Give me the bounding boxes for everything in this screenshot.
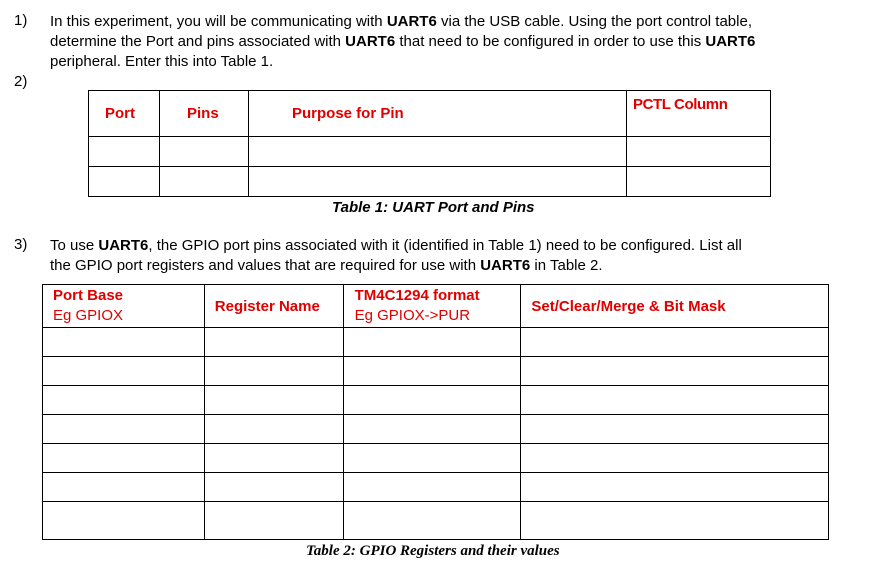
table-cell[interactable] [521, 444, 829, 473]
table-2-header-format [343, 285, 521, 328]
table-cell[interactable] [43, 502, 205, 540]
table-cell[interactable] [521, 357, 829, 386]
table-cell[interactable] [43, 357, 205, 386]
table-row [43, 444, 829, 473]
table-cell[interactable] [249, 137, 627, 167]
table-1 [88, 90, 771, 197]
table-row [89, 167, 771, 197]
table-2-header-register-name: Register Name [204, 285, 343, 328]
table-row [43, 386, 829, 415]
table-cell[interactable] [43, 386, 205, 415]
table-1-header-pins: Pins [160, 91, 249, 137]
table-cell[interactable] [343, 415, 521, 444]
table-cell[interactable] [343, 328, 521, 357]
table-row [89, 137, 771, 167]
table-row [43, 328, 829, 357]
table-2-caption: Table 2: GPIO Registers and their values [306, 543, 560, 559]
table-row [43, 502, 829, 540]
table-1-header-row [89, 91, 771, 137]
table-cell[interactable] [160, 167, 249, 197]
table-cell[interactable] [204, 444, 343, 473]
item-3-number: 3) [14, 236, 28, 253]
table-cell[interactable] [249, 167, 627, 197]
table-cell[interactable] [204, 328, 343, 357]
table-cell[interactable] [521, 328, 829, 357]
table-cell[interactable] [521, 415, 829, 444]
table-row [43, 473, 829, 502]
format-example: Eg GPIOX->PUR [354, 307, 471, 324]
table-2-header-bit-mask: Set/Clear/Merge & Bit Mask [521, 285, 829, 328]
table-cell[interactable] [521, 473, 829, 502]
table-2-header-row [43, 285, 829, 328]
table-cell[interactable] [343, 444, 521, 473]
table-2 [42, 284, 829, 540]
table-cell[interactable] [160, 137, 249, 167]
item-2-number: 2) [14, 73, 28, 90]
item-1-text [50, 12, 880, 72]
item-3-text [50, 236, 880, 276]
table-cell[interactable] [343, 357, 521, 386]
table-1-header-pctl: PCTL Column [627, 91, 771, 137]
table-1-header-port: Port [89, 91, 160, 137]
item-1-line-3: peripheral. Enter this into Table 1. [50, 53, 274, 70]
table-cell[interactable] [43, 473, 205, 502]
table-cell[interactable] [343, 473, 521, 502]
table-cell[interactable] [204, 357, 343, 386]
item-1-line-2: determine the Port and pins associated with UART6 that need to be configured in order to use this UART6 [50, 33, 756, 50]
table-cell[interactable] [521, 502, 829, 540]
table-cell[interactable] [204, 415, 343, 444]
table-cell[interactable] [627, 167, 771, 197]
port-base-example: Eg GPIOX [53, 307, 124, 324]
table-1-header-purpose: Purpose for Pin [249, 91, 627, 137]
table-row [43, 357, 829, 386]
table-cell[interactable] [43, 444, 205, 473]
format-title: TM4C1294 format [354, 287, 480, 304]
table-cell[interactable] [343, 386, 521, 415]
table-2-header-port-base [43, 285, 205, 328]
table-cell[interactable] [43, 415, 205, 444]
table-cell[interactable] [43, 328, 205, 357]
table-cell[interactable] [627, 137, 771, 167]
item-3-line-2: the GPIO port registers and values that are required for use with UART6 in Table 2. [50, 257, 603, 274]
table-cell[interactable] [521, 386, 829, 415]
item-1-number: 1) [14, 12, 28, 29]
table-cell[interactable] [204, 473, 343, 502]
table-cell[interactable] [343, 502, 521, 540]
table-cell[interactable] [89, 137, 160, 167]
table-cell[interactable] [204, 502, 343, 540]
item-1-line-1: In this experiment, you will be communicating with UART6 via the USB cable. Using the port control table, [50, 13, 752, 30]
port-base-title: Port Base [53, 287, 124, 304]
table-1-caption: Table 1: UART Port and Pins [332, 199, 535, 216]
table-row [43, 415, 829, 444]
table-cell[interactable] [204, 386, 343, 415]
item-3-line-1: To use UART6, the GPIO port pins associated with it (identified in Table 1) need to be configured. List all [50, 237, 742, 254]
table-cell[interactable] [89, 167, 160, 197]
